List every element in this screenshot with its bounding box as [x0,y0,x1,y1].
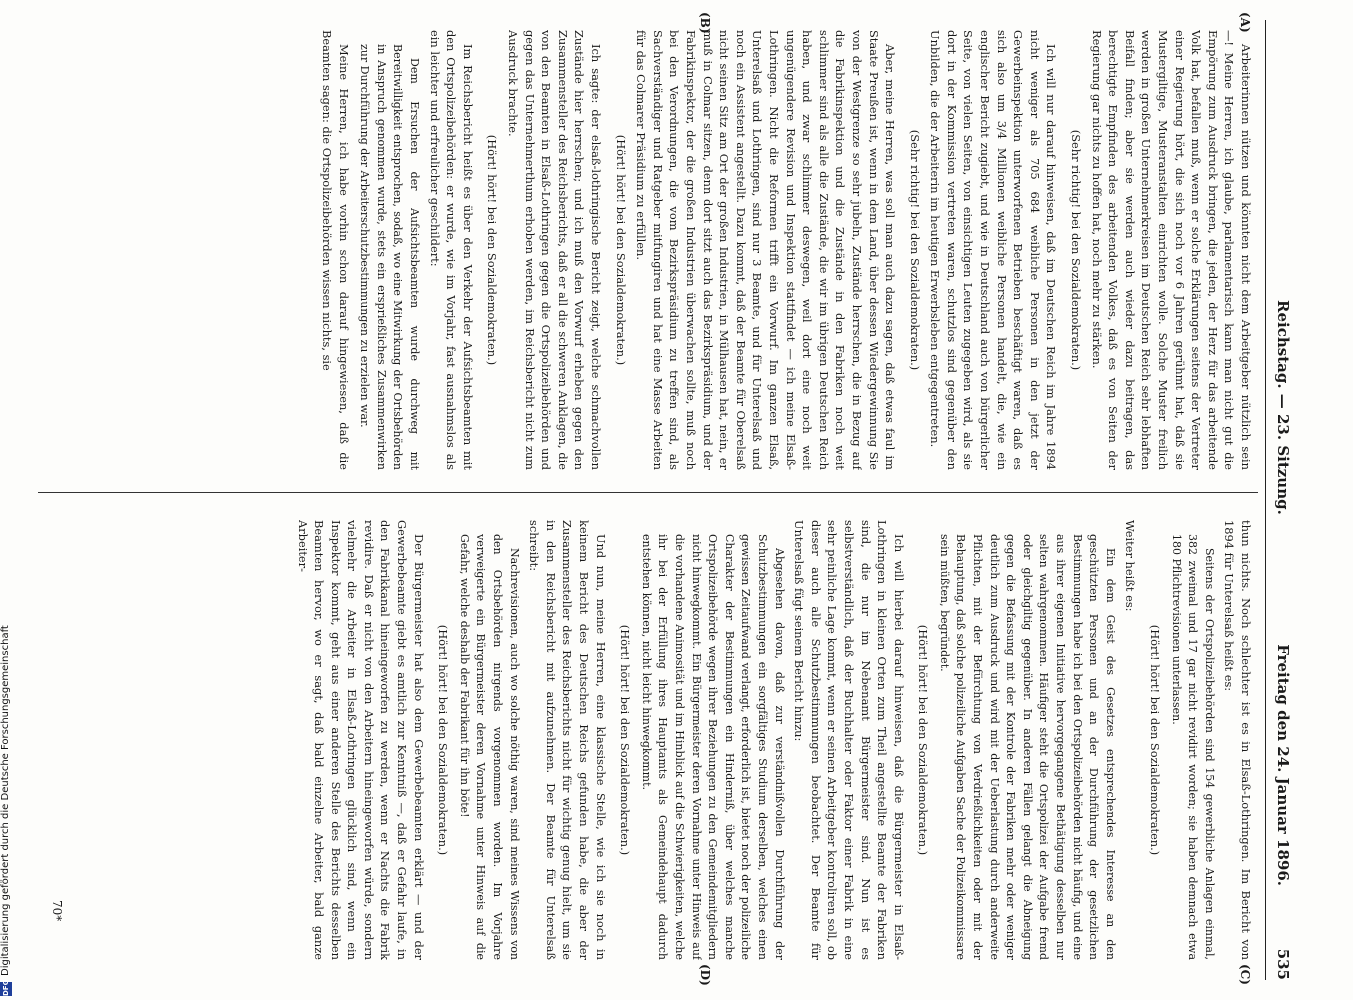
left-interjection: (Hört! hört! bei den Sozialdemokraten.) [485,134,500,366]
right-interjection: (Hört! hört! bei den Sozialdemokraten.) [436,624,451,856]
right-paragraph: Seitens der Ortspolizeibehörden sind 154 gewerbliche Anlagen einmal, 382 zweimal und 17 gar nicht revidirt worden; sie haben demnach etwa 180 Pflichtrevisionen unterlassen. [1169,534,1216,960]
margin-marker-a: (A) [1238,12,1252,33]
right-interjection: (Hört! hört! bei den Sozialdemokraten.) [916,624,931,856]
left-paragraph: Dem Ersuchen der Aufsichtsbeamten wurde durchweg mit Bereitwilligkeit entsprochen, sodaß, wo eine Mitwirkung der Ortsbehörden in Anspruch genommen wurde, stets ein ersprießliches Zusammenwirken zur Durchführung der Arbeiterschutzbestimmungen zu erzielen war. [358,44,422,470]
right-column [54,520,1254,960]
margin-marker-b: (B) [698,12,712,34]
rotated-page-content [20,12,1300,986]
left-interjection: (Sehr richtig! bei den Sozialdemokraten.) [907,129,922,371]
left-paragraph: Meine Herren, ich habe vorhin schon darauf hingewiesen, daß die Beamten sagen: die Ortspolizeibehörden wissen nichts, sie [320,30,351,470]
right-paragraph: Und nun, meine Herren, eine klassische Stelle, wie ich sie noch in keinem Bericht des Deutschen Reichs gefunden habe, die aber der Zusammensteller des Reichsberichts nicht für wichtig genug hielt, um sie in den Reichsbericht mit aufzunehmen. Der Beamte für Unterelsaß schreibt: [527,520,608,960]
right-paragraph: Ich will hierbei darauf hinweisen, daß die Bürgermeister in Elsaß-Lothringen in kleinen Orten zum Theil angestellte Beamte der Fabriken sind, die nur im Nebenamt Bürgermeister sind. Nun ist es selbstverständlich, daß der Buchhalter oder Faktor einer Fabrik in eine sehr peinliche Lage kommt, wenn er seinen Arbeitgeber kontroliren soll, ob dieser auch alle Schutzbestimmungen beobachtet. Der Beamte für Unterelsaß fügt seinem Bericht hinzu: [792,520,906,960]
header-left: Reichstag. — 23. Sitzung. [1274,300,1292,515]
right-paragraph: Der Bürgermeister hat also dem Gewerbebeamten erklärt — und der Gewerbebeamte giebt es amtlich zur Kenntniß —, daß er Gefahr laufe, in den Fabrikkanal hineingeworfen zu werden, wenn er Nachts die Fabrik revidire. Daß er nicht von den Arbeitern hineingeworfen würde, sondern vielmehr die Arbeiter in Elsaß-Lothringen glücklich sind, wenn ein Inspektor kommt, geht aus einer anderen Stelle des Berichts desselben Beamten hervor, wo er sagt, daß bald einzelne Arbeiter, bald ganze Arbeiter- [295,520,426,960]
right-interjection: (Hört! hört! bei den Sozialdemokraten.) [618,624,633,856]
left-paragraph: Aber, meine Herren, was soll man auch dazu sagen, daß etwas faul im Staate Preußen ist, wenn in dem Land, über dessen Wiedergewinnung Sie von der Westgrenze so sehr jubeln, Zustände herrschen, die in Bezug auf die Fabrikinspektion und die Zustände in den Fabriken noch weit schlimmer sind als alle die Zustände, die wir im übrigen Deutschen Reich haben, und zwar schlimmer deswegen, weil dort eine noch weit ungenügendere Revision und Inspektion stattfindet — ich meine Elsaß-Lothringen. Nicht die Reformen trifft ein Vorwurf. Im ganzen Elsaß, Unterelsaß und Lothringen, sind nur 3 Beamte, und für Unterelsaß und noch ein Assistent angestellt. Dazu kommt, daß der Beamte für Oberelsaß nicht seinen Sitz am Ort der großen Industrien, in Mülhausen hat, nein, er muß in Colmar sitzen, denn dort sitzt auch das Bezirkspräsidium, und der Fabrikinspektor, der die großen Industrien überwachen sollte, muß noch bei den Verordnungen, die vom Bezirkspräsidium zu treffen sind, als Sachverständiger und Ratgeber mitfungiren und hat eine Masse Arbeiten für das Colmarer Präsidium zu erfüllen. [634,30,898,470]
right-paragraph: Weiter heißt es: [1123,520,1138,612]
left-paragraph: Ich will nur darauf hinweisen, daß im Deutschen Reich im Jahre 1894 nicht weniger als 705 684 weibliche Personen in den jetzt der Gewerbeinspektion unterworfenen Betrieben beschäftigt waren, daß es sich also um 3/4 Millionen weibliche Personen handelt, die, wie ein englischer Bericht zugiebt, und wie in Deutschland auch von bürgerlicher Seite, von vielen Seiten, von einsichtigen Leuten zugegeben wird, als sie dort in der Kommission vertreten waren, schutzlos sind gegenüber den Unbilden, die der Arbeiterin im heutigen Erwerbsleben entgegentreten. [928,30,1059,470]
right-interjection: (Hört! hört! bei den Sozialdemokraten.) [1148,624,1163,856]
margin-marker-d: (D) [698,964,712,986]
left-paragraph: Arbeiterinnen nützen und könnten nicht dem Arbeitgeber nützlich sein —! Meine Herren, ich glaube, parlamentarisch kann man nicht gut die Empörung zum Ausdruck bringen, die jeden, der Herz für das arbeitende Volk hat, befallen muß, wenn er solche Erklärungen seitens der Vertreter einer Regierung hört, die sich noch vor 6 Jahren gerühmt hat, daß sie Mustergiltige, Musteranstalten einrichten wolle. Solche Muster freilich werden in großen Unternehmerkreisen im Deutschen Reich sehr lebhaften Beifall finden; aber sie werden auch wieder dazu beitragen, das berechtigte Empfinden des arbeitenden Volkes, daß es von Seiten der Regierung gar nichts zu hoffen hat, noch mehr zu stärken. [1089,30,1253,470]
page-number: 535 [1274,948,1292,980]
left-column [54,30,1254,470]
right-paragraph: thun nichts. Noch schlechter ist es in Elsaß-Lothringen. Im Bericht von 1894 für Unterelsaß heißt es: [1222,520,1253,960]
footer-mark: 70* [50,900,64,922]
header-right [1274,644,1292,980]
margin-marker-c: (C) [1238,964,1252,985]
page-header [1265,20,1300,980]
left-interjection: (Sehr richtig! bei den Sozialdemokraten.) [1069,129,1084,371]
column-divider [38,492,1258,493]
right-paragraph: Ein dem Geist des Gesetzes entsprechendes Interesse an den geschützten Personen und an der Durchführung der gesetzlichen Bestimmungen habe ich bei den Ortspolizeibehörden nicht häufig, und eine aus ihrer eigenen Initiative hervorgegangene Bethätigung desselben nur selten wahrgenommen. Häufiger steht die Ortspolizei der Aufgabe fremd oder gleichgiltig gegenüber. In anderen Fällen gelangt die Abneigung gegen die Befassung mit der Kontrole der Fabriken mehr oder weniger deutlich zum Ausdruck und wird mit der Ueberlastung durch anderweite Pflichten, mit der Befürchtung von Verdrießlichkeiten oder mit der Behauptung, daß solche polizeiliche Aufgaben Sache der Polizeikommissare sein müßten, begründet. [937,534,1117,960]
digitization-text: Digitalisierung gefördert durch die Deutsche Forschungsgemeinschaft [0,625,11,976]
digitization-note [0,0,14,1000]
left-interjection: (Hört! hört! bei den Sozialdemokraten.) [613,134,628,366]
left-paragraph: Ich sagte: der elsaß-lothringische Bericht zeigt, welche schmachvollen Zustände hier herrschen; und ich muß den Vorwurf erheben gegen den Zusammensteller des Reichsberichts, daß er all die schweren Anklagen, die von den Beamten in Elsaß-Lothringen gegen die Ortspolizeibehörden und gegen das Unternehmerthum erhoben werden, im Reichsbericht nicht zum Ausdruck brachte. [506,30,604,470]
left-paragraph: Im Reichsbericht heißt es über den Verkehr der Aufsichtsbeamten mit den Ortspolizeibehörden: er wurde, wie im Vorjahr, fast ausnahmslos als ein leichter und erfreulicher geschildert: [427,30,475,470]
right-paragraph: Nachrevisionen, auch wo solche nöthig waren, sind meines Wissens von den Ortsbehörden nirgends vorgenommen worden. Im Vorjahre verweigerte ein Bürgermeister deren Vornahme unter Hinweis auf die Gefahr, welche deshalb der Fabrikant für ihn böte! [457,534,521,960]
dfg-logo: DFG [2,979,10,996]
header-date: Freitag den 24. Januar 1896. [1274,644,1292,887]
right-paragraph: Abgesehen davon, daß zur verständnißvollen Durchführung der Schutzbestimmungen ein sorgfältiges Studium derselben, welches einen gewissen Zeitaufwand verlangt, erforderlich ist, bietet noch der polizeiliche Charakter der Bestimmungen ein Hinderniß, über welches manche Ortspolizeibehörde wegen ihrer Beziehungen zu den Gemeindemitgliedern nicht hinwegkommt. Ein Bürgermeister deren Vornahme unter Hinweis auf die vorhandene Animosität und im Hinblick auf die Schwierigkeiten, welche ihr bei der Erfüllung ihres Hauptamts als Gemeindehaupt dadurch entstehen können, nicht leicht hinwegkommt. [639,534,786,960]
